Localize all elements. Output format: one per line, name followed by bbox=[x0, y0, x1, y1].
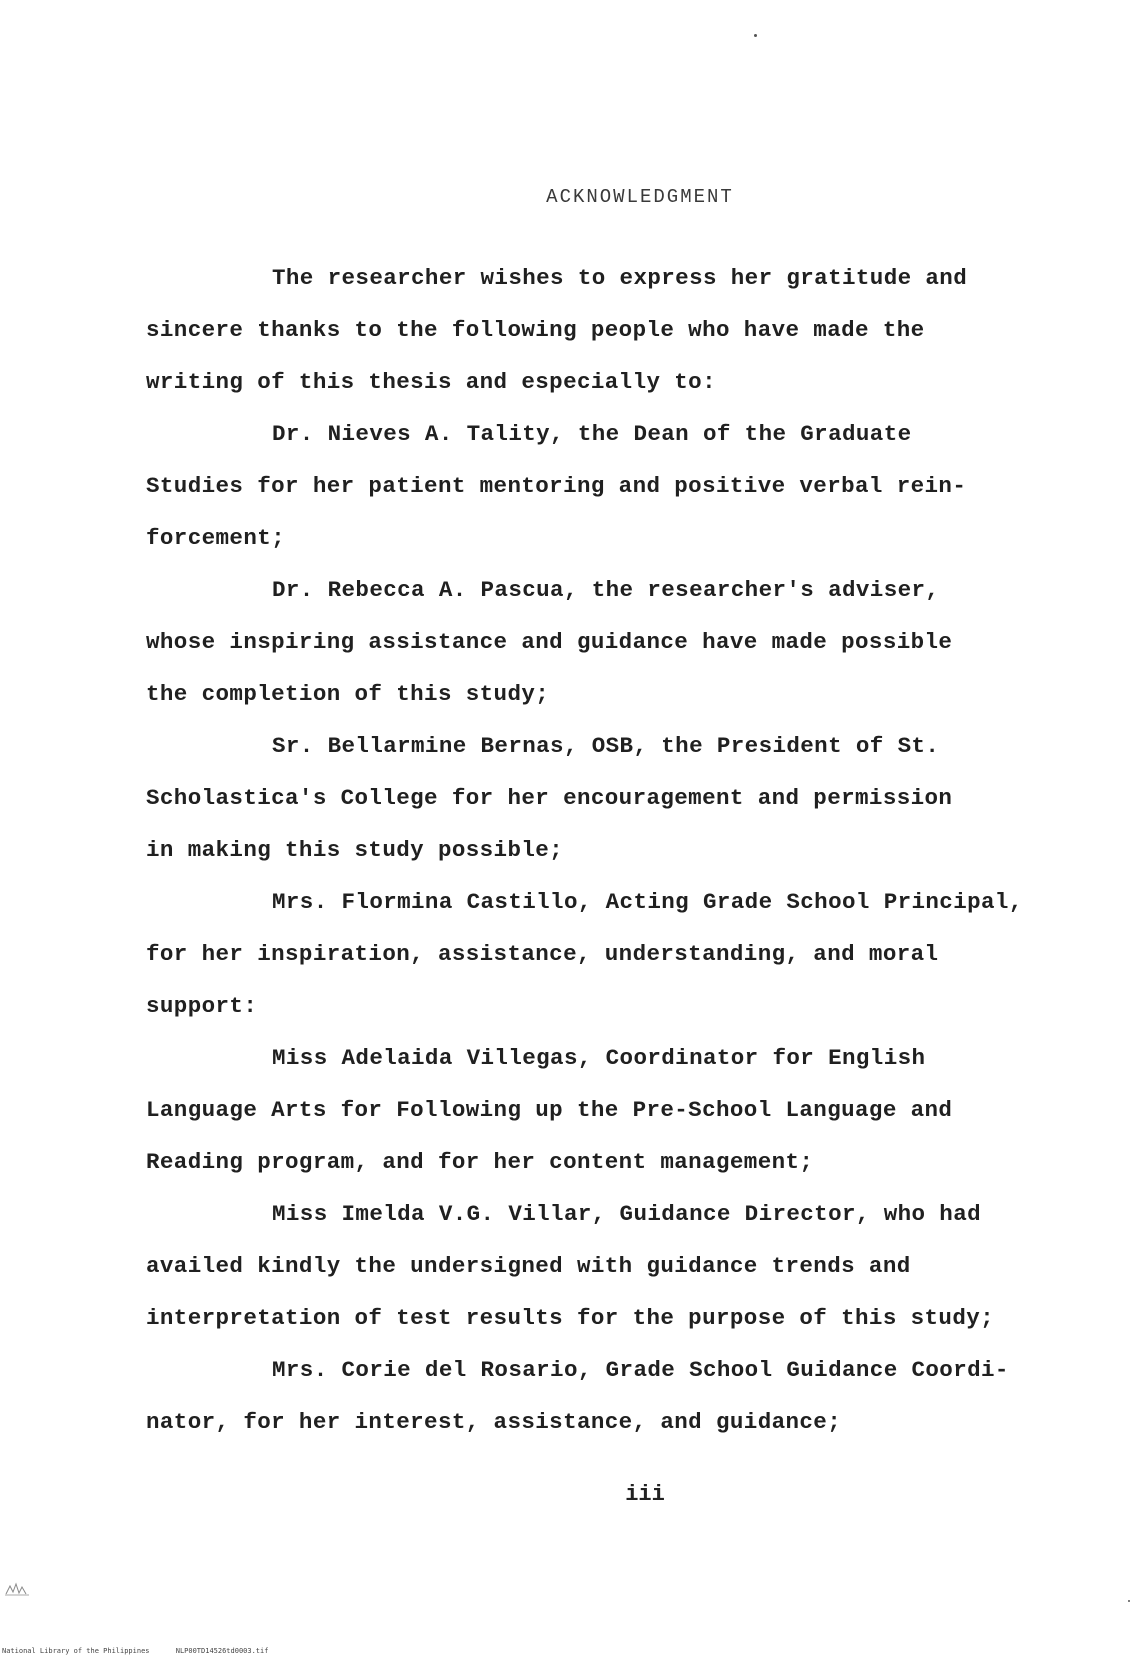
text-line: in making this study possible; bbox=[146, 837, 564, 863]
text-line: Mrs. Corie del Rosario, Grade School Guidance Coordi- bbox=[272, 1357, 1009, 1383]
text-line: Dr. Nieves A. Tality, the Dean of the Graduate bbox=[272, 421, 912, 447]
paragraph bbox=[146, 1188, 1086, 1344]
text-line: Miss Imelda V.G. Villar, Guidance Director, who had bbox=[272, 1201, 982, 1227]
scan-speck bbox=[754, 34, 757, 37]
text-line: whose inspiring assistance and guidance have made possible bbox=[146, 629, 953, 655]
text-line: forcement; bbox=[146, 525, 286, 551]
text-line: sincere thanks to the following people who have made the bbox=[146, 317, 925, 343]
text-line: Mrs. Flormina Castillo, Acting Grade School Principal, bbox=[272, 889, 1023, 915]
paragraph bbox=[146, 1344, 1086, 1448]
acknowledgment-body bbox=[146, 252, 1086, 1448]
library-stamp-mark bbox=[4, 1580, 30, 1596]
paragraph bbox=[146, 1032, 1086, 1188]
file-id: NLP00TD14526td0003.tif bbox=[175, 1647, 269, 1655]
text-line: Language Arts for Following up the Pre-School Language and bbox=[146, 1097, 953, 1123]
paragraph bbox=[146, 720, 1086, 876]
paragraph bbox=[146, 564, 1086, 720]
text-line: for her inspiration, assistance, understanding, and moral bbox=[146, 941, 939, 967]
paragraph bbox=[146, 876, 1086, 1032]
text-line: Studies for her patient mentoring and positive verbal rein- bbox=[146, 473, 967, 499]
page-number: iii bbox=[625, 1482, 665, 1507]
library-name: National Library of the Philippines bbox=[2, 1647, 150, 1655]
text-line: writing of this thesis and especially to: bbox=[146, 369, 716, 395]
text-line: support: bbox=[146, 993, 258, 1019]
text-line: availed kindly the undersigned with guidance trends and bbox=[146, 1253, 911, 1279]
text-line: interpretation of test results for the purpose of this study; bbox=[146, 1305, 995, 1331]
text-line: Miss Adelaida Villegas, Coordinator for English bbox=[272, 1045, 926, 1071]
scan-footer bbox=[2, 1647, 290, 1655]
text-line: the completion of this study; bbox=[146, 681, 550, 707]
paragraph bbox=[146, 408, 1086, 564]
text-line: Sr. Bellarmine Bernas, OSB, the President of St. bbox=[272, 733, 940, 759]
text-line: Dr. Rebecca A. Pascua, the researcher's adviser, bbox=[272, 577, 940, 603]
paragraph bbox=[146, 252, 1086, 408]
scan-speck bbox=[1128, 1600, 1130, 1602]
text-line: nator, for her interest, assistance, and guidance; bbox=[146, 1409, 842, 1435]
text-line: Reading program, and for her content management; bbox=[146, 1149, 814, 1175]
page-title: ACKNOWLEDGMENT bbox=[546, 186, 734, 208]
text-line: The researcher wishes to express her gratitude and bbox=[272, 265, 968, 291]
text-line: Scholastica's College for her encouragement and permission bbox=[146, 785, 953, 811]
